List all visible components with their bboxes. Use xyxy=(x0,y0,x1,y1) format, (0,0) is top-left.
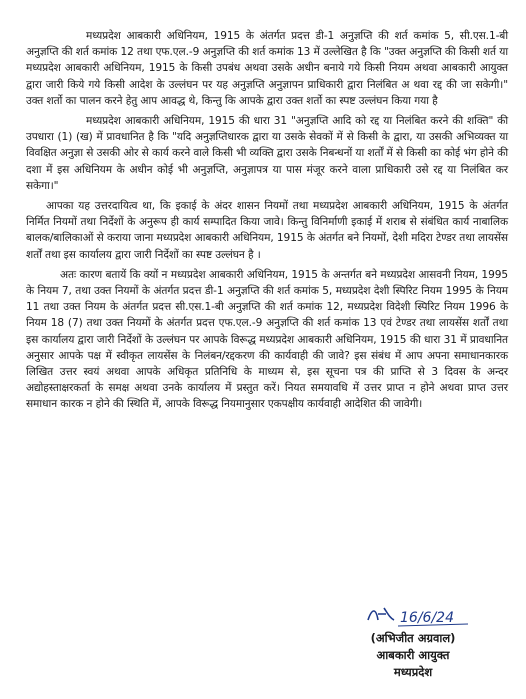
paragraph-responsibility: आपका यह उत्तरदायित्व था, कि इकाई के अंदर शासन नियमों तथा मध्यप्रदेश आबकारी अधिनियम, 1915 के अंतर्गत निर्मित नियमों तथा निर्देशों के अनुरूप ही कार्य सम्पादित किया जावे। किन्तु विनिर्माणी इकाई में शराब से संबंधित कार्य नाबालिक बालक/बालिकाओं से कराया जाना मध्यप्रदेश आबकारी अधिनियम, 1915 के अंतर्गत बने नियमों, देशी मदिरा टेण्डर तथा लायसेंस शर्तों तथा इस कार्यालय द्वारा जारी निर्देशों का स्पष्ट उल्लंघन है । xyxy=(26,200,508,261)
signatory-department: मध्यप्रदेश xyxy=(393,665,433,679)
handwritten-signature xyxy=(328,600,498,630)
signature-block xyxy=(328,600,498,681)
svg-text:16/6/24: 16/6/24 xyxy=(400,610,454,626)
paragraph-licence-conditions: मध्यप्रदेश आबकारी अधिनियम, 1915 के अंतर्गत प्रदत्त डी-1 अनुज्ञप्ति की शर्त कमांक 5, सी.एस.1-बी अनुज्ञप्ति की शर्त कमांक 12 तथा एफ.एल.-9 अनुज्ञप्ति की शर्त कमांक 13 में उल्लेखित है कि "उक्त अनुज्ञप्ति की किसी शर्त या मध्यप्रदेश आबकारी अधिनियम, 1915 के किसी उपबंध अथवा उसके अधीन बनाये गये किसी नियम अथवा आबकारी आयुक्त द्वारा जारी किये गये किसी आदेश के उल्लंघन पर यह अनुज्ञप्ति अनुज्ञापन प्राधिकारी द्वारा निलंबित अ थवा रद्द की जा सकेगी।" उक्त शर्तो का पालन करने हेतु आप आवद्ध थे, किन्तु कि आपके द्वारा उक्त शर्तो का स्पष्ट उल्लंघन किया गया है xyxy=(26,30,508,107)
paragraph-show-cause: अतः कारण बतायें कि क्यों न मध्यप्रदेश आबकारी अधिनियम, 1915 के अन्तर्गत बने मध्यप्रदेश आसवनी नियम, 1995 के नियम 7, तथा उक्त नियमों के अंतर्गत प्रदत्त डी-1 अनुज्ञप्ति की शर्त कमांक 5, मध्यप्रदेश देशी स्पिरिट नियम 1995 के नियम 11 तथा उक्त नियम के अंतर्गत प्रदत्त सी.एस.1-बी अनुज्ञप्ति की शर्त कमांक 12, मध्यप्रदेश विदेशी स्पिरिट नियम 1996 के नियम 18 (7) तथा उक्त नियमों के अंतर्गत प्रदत्त एफ.एल.-9 अनुज्ञप्ति की शर्त कमांक 13 एवं टेण्डर तथा लायसेंस शर्तों तथा इस कार्यालय द्वारा जारी निर्देशों के उल्लंघन पर आपके विरूद्ध मध्यप्रदेश आबकारी अधिनियम, 1915 की धारा 31 में प्रावधानित अनुसार आपके पक्ष में स्वीकृत लायसेंस के निलंबन/रद्दकरण की कार्यवाही की जावे? इस संबंध में आप अपना समाधानकारक लिखित उत्तर स्वयं अथवा आपके अधिकृत प्रतिनिधि के माध्यम से, इस सूचना पत्र की प्राप्ति से 3 दिवस के अन्दर अद्योहस्ताक्षरकर्ता के समक्ष अथवा उनके कार्यालय में प्रस्तुत करें। नियत समयावधि में उत्तर प्राप्त न होने अथवा प्राप्त उत्तर समाधान कारक न होने की स्थिति में, आपके विरूद्ध नियमानुसार एकपक्षीय कार्यवाही आदेशित की जावेगी। xyxy=(26,268,508,411)
signatory-name: (अभिजीत अग्रवाल) xyxy=(370,631,456,645)
paragraph-section-31: मध्यप्रदेश आबकारी अधिनियम, 1915 की धारा 31 "अनुज्ञप्ति आदि को रद्द या निलंबित करने की शक्ति" की उपधारा (1) (ख) में प्रावधानित है कि "यदि अनुज्ञप्तिधारक द्वारा या उसके सेवकों में से किसी के द्वारा, या उसकी अभिव्यक्त या विवक्षित अनुज्ञा से उसकी ओर से कार्य करने वाले किसी भी व्यक्ति द्वारा उसके निबन्धनों या शर्तों में से किसी का कोई भंग होने की दशा में इस अधिनियम के अधीन कोई भी अनुज्ञप्ति, अनुज्ञापत्र या पास मंजूर करने वाला प्राधिकारी उसे रद्द या निलंबित कर सकेगा।" xyxy=(26,115,508,192)
signatory-title: आबकारी आयुक्त xyxy=(376,648,450,662)
